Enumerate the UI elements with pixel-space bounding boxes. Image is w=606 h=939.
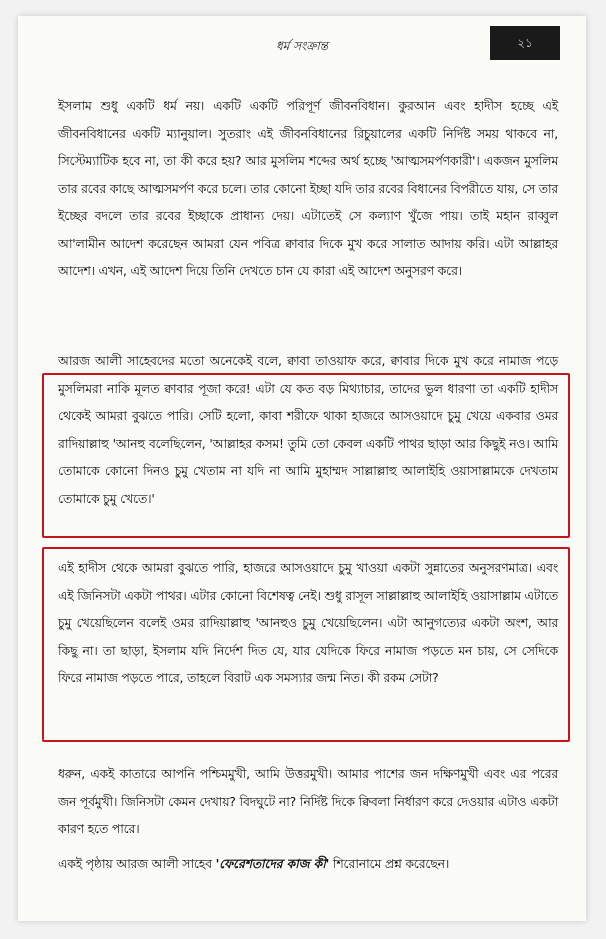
paragraph-5-lead: একই পৃষ্ঠায় আরজ আলী সাহেব [58, 856, 216, 871]
book-page [18, 16, 586, 921]
paragraph-1: ইসলাম শুধু একটি ধর্ম নয়। একটি একটি পরিপূর্ণ জীবনবিধান। কুরআন এবং হাদীস হচ্ছে এই জীবনবিধানের একটি ম্যানুয়াল। সুতরাং এই জীবনবিধানের রিচুয়ালের একটি নির্দিষ্ট সময় থাকবে না, সিস্টেম্যাটিক হবে না, তা কী করে হয়? আর মুসলিম শব্দের অর্থ হচ্ছে 'আত্মসমর্পণকারী'। একজন মুসলিম তার রবের কাছে আত্মসমর্পণ করে চলে। তার কোনো ইচ্ছা যদি তার রবের বিধানের বিপরীতে যায়, সে তার ইচ্ছের বদলে তার রবের ইচ্ছাকে প্রাধান্য দেয়। এটাতেই সে কল্যাণ খুঁজে পায়। তাই মহান রাব্বুল আ'লামীন আদেশ করেছেন আমরা যেন পবিত্র ক্বাবার দিকে মুখ করে সালাত আদায় করি। এটা আল্লাহর আদেশ। এখন, এই আদেশ দিয়ে তিনি দেখতে চান যে কারা এই আদেশ অনুসরণ করে। [58, 98, 558, 278]
paragraph-3: এই হাদীস থেকে আমরা বুঝতে পারি, হাজরে আসওয়াদে চুমু খাওয়া একটা সুন্নাতের অনুসরণমাত্র। এবং এই জিনিসটা একটা পাথর। এটার কোনো বিশেষত্ব নেই। শুধু রাসূল সাল্লাল্লাহু আলাইহি ওয়াসাল্লাম এটাতে চুমু খেয়েছিলেন বলেই ওমর রাদিয়াল্লাহু 'আনহুও চুমু খেয়েছিলেন। এটা আনুগত্যের একটা অংশ, আর কিছু না। তা ছাড়া, ইসলাম যদি নির্দেশ দিত যে, যার যেদিকে ফিরে নামাজ পড়তে মন চায়, সে সেদিকে ফিরে নামাজ পড়তে পারে, তাহলে বিরাট এক সমস্যার জন্ম নিত। কী রকম সেটা? [58, 560, 558, 685]
page-number-badge: ২১ [490, 26, 560, 60]
running-title: ধর্ম সংক্রান্ত [275, 39, 329, 53]
paragraph-5 [58, 850, 558, 878]
paragraph-5-tail: শিরোনামে প্রশ্ন করেছেন। [329, 856, 450, 871]
paragraph-2: আরজ আলী সাহেবদের মতো অনেকেই বলে, ক্বাবা তাওয়াফ করে, ক্বাবার দিকে মুখ করে নামাজ পড়ে মুসলিমরা নাকি মূলত ক্বাবার পূজা করে! এটা যে কত বড় মিথ্যাচার, তাদের ভুল ধারণা তা একটি হাদীস থেকেই আমরা বুঝতে পারি। সেটি হলো, কাবা শরীফে থাকা হাজরে আসওয়াদে চুমু খেয়ে একবার ওমর রাদিয়াল্লাহু 'আনহু বলেছিলেন, 'আল্লাহর কসম! তুমি তো কেবল একটি পাথর ছাড়া আর কিছুই নও। আমি তোমাকে কোনো দিনও চুমু খেতাম না যদি না আমি মুহাম্মদ সাল্লাল্লাহু আলাইহি ওয়াসাল্লামকে দেখতাম তোমাকে চুমু খেতে।' [58, 353, 558, 506]
paragraph-5-emphasis: 'ফেরেশতাদের কাজ কী' [215, 856, 330, 871]
paragraph-4: ধরুন, একই কাতারে আপনি পশ্চিমমুখী, আমি উত্তরমুখী। আমার পাশের জন দক্ষিণমুখী এবং এর পরের জন পূর্বমুখী। জিনিসটা কেমন দেখায়? বিদঘুটে না? নির্দিষ্ট দিকে ক্বিবলা নির্ধারণ করে দেওয়ার এটাও একটা কারণ হতে পারে। [58, 766, 558, 836]
